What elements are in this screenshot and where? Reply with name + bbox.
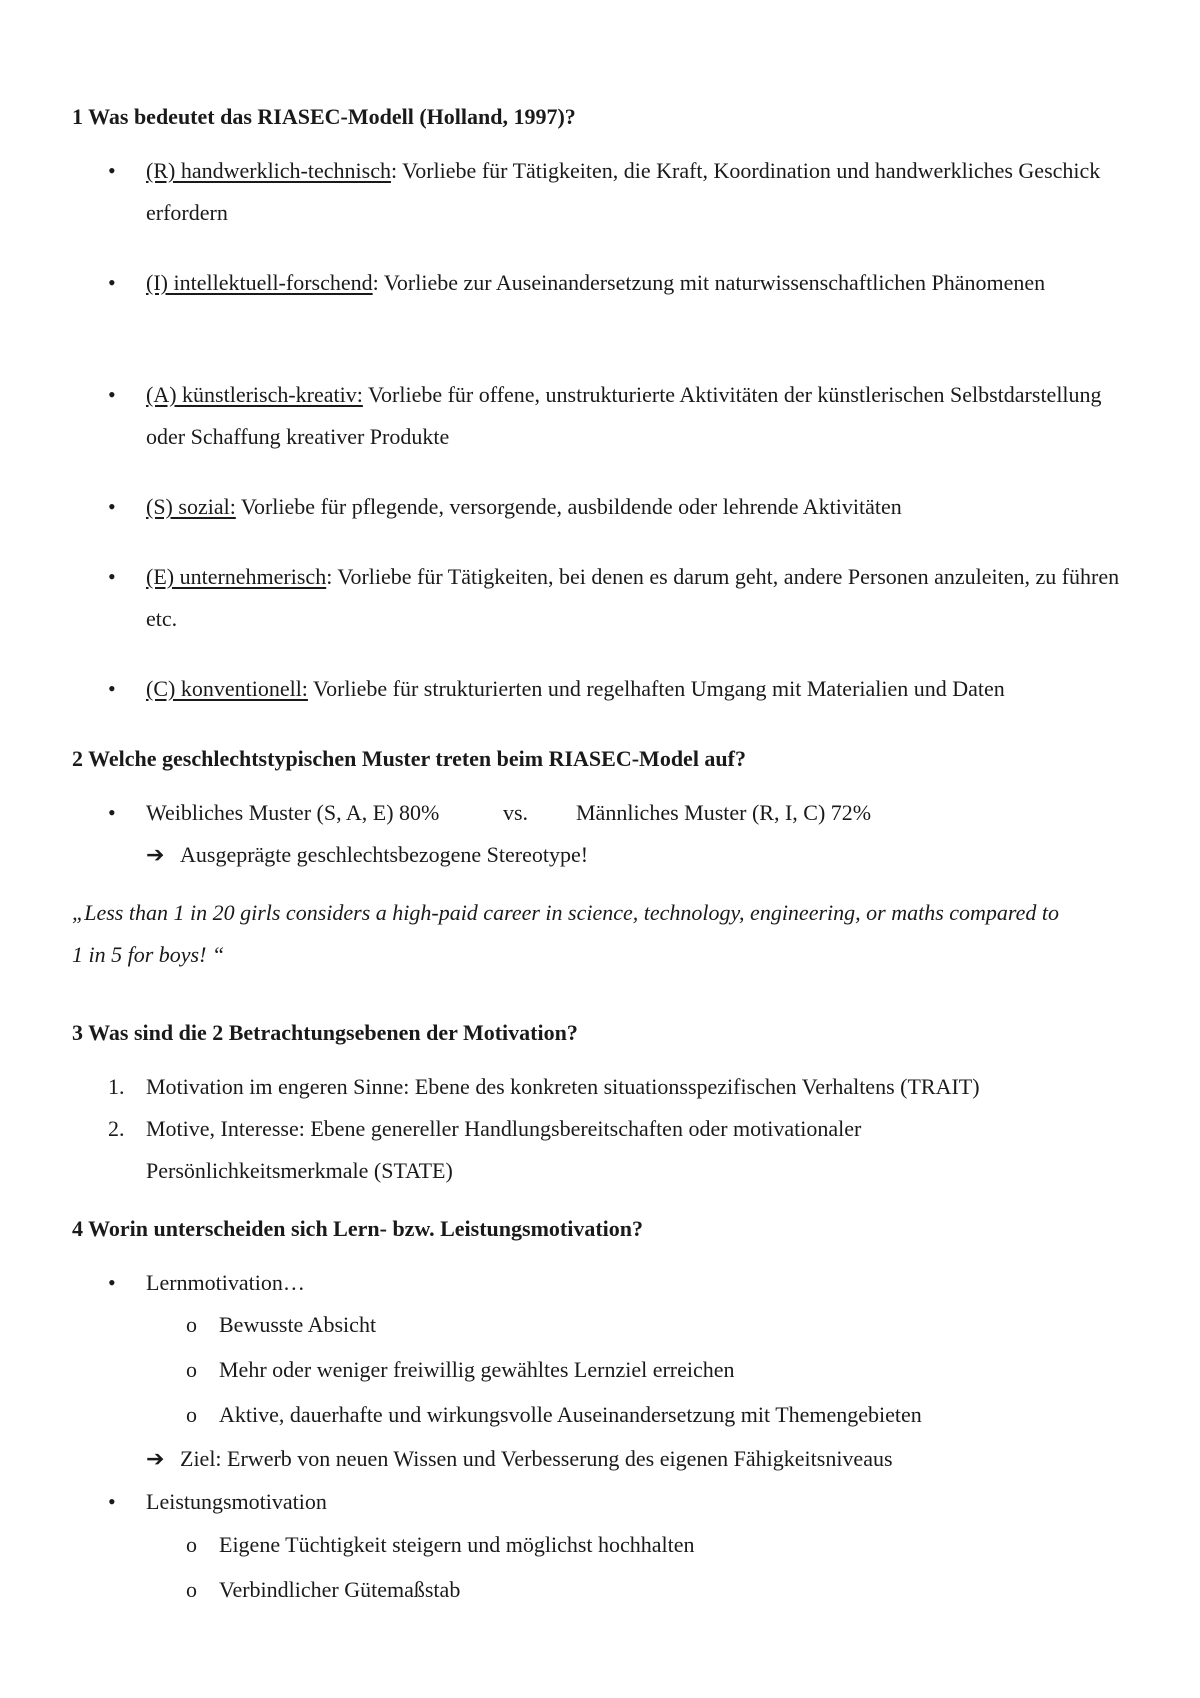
bullet: • [108, 564, 116, 589]
versus-label: vs. [503, 800, 529, 825]
bullet: • [108, 382, 116, 407]
section-4-heading: 4 Worin unterscheiden sich Lern- bzw. Leistungsmotivation? [72, 1216, 644, 1241]
section-3-heading: 3 Was sind die 2 Betrachtungsebenen der Motivation? [72, 1020, 578, 1045]
bullet: • [108, 676, 116, 701]
motivation-level-1: Motivation im engeren Sinne: Ebene des konkreten situationsspezifischen Verhaltens (TRAIT) [146, 1074, 980, 1099]
riasec-desc: Vorliebe für pflegende, versorgende, ausbildende oder lehrende Aktivitäten [235, 494, 902, 519]
leistungsmotivation-label: Leistungsmotivation [146, 1489, 327, 1514]
section-2-heading: 2 Welche geschlechtstypischen Muster treten beim RIASEC-Model auf? [72, 746, 746, 771]
riasec-item-s [146, 486, 1136, 528]
riasec-term: (R) handwerklich-technisch [146, 158, 391, 183]
riasec-desc: : Vorliebe für Tätigkeiten, bei denen es darum geht, andere Personen anzuleiten, zu führen etc. [146, 564, 1120, 631]
stereotype-conclusion: Ausgeprägte geschlechtsbezogene Stereotype! [180, 842, 589, 867]
bullet: • [108, 270, 116, 295]
riasec-desc: Vorliebe für offene, unstrukturierte Aktivitäten der künstlerischen Selbstdarstellung oder Schaffung kreativer Produkte [146, 382, 1102, 449]
bullet: • [108, 1489, 116, 1514]
sub-bullet: o [186, 1402, 197, 1427]
riasec-item-c [146, 668, 1136, 710]
riasec-term: (E) unternehmerisch [146, 564, 327, 589]
riasec-item-i [146, 262, 1136, 304]
arrow-icon: ➔ [146, 1446, 165, 1471]
sub-bullet: o [186, 1577, 197, 1602]
lern-sub-item: Aktive, dauerhafte und wirkungsvolle Auseinandersetzung mit Themengebieten [219, 1402, 922, 1427]
lern-sub-item: Bewusste Absicht [219, 1312, 377, 1337]
motivation-level-2: Motive, Interesse: Ebene genereller Handlungsbereitschaften oder motivationaler Persönlichkeitsmerkmale (STATE) [146, 1116, 862, 1183]
sub-bullet: o [186, 1532, 197, 1557]
quote: „Less than 1 in 20 girls considers a high-paid career in science, technology, engineering, or maths compared to 1 in 5 for boys! “ [72, 900, 1060, 967]
bullet: • [108, 158, 116, 183]
bullet: • [108, 800, 116, 825]
arrow-icon: ➔ [146, 842, 165, 867]
leistung-sub-item: Eigene Tüchtigkeit steigern und möglichst hochhalten [219, 1532, 695, 1557]
list-number: 1. [108, 1074, 125, 1099]
lernmotivation-label: Lernmotivation… [146, 1270, 305, 1295]
list-number: 2. [108, 1116, 125, 1141]
riasec-item-r [146, 150, 1136, 234]
male-pattern: Männliches Muster (R, I, C) 72% [576, 800, 872, 825]
riasec-term: (I) intellektuell-forschend [146, 270, 373, 295]
leistung-sub-item: Verbindlicher Gütemaßstab [219, 1577, 461, 1602]
lern-sub-item: Mehr oder weniger freiwillig gewähltes Lernziel erreichen [219, 1357, 735, 1382]
riasec-desc: : Vorliebe für Tätigkeiten, die Kraft, Koordination und handwerkliches Geschick erfordern [146, 158, 1101, 225]
riasec-desc: Vorliebe für strukturierten und regelhaften Umgang mit Materialien und Daten [307, 676, 1005, 701]
sub-bullet: o [186, 1312, 197, 1337]
bullet: • [108, 494, 116, 519]
riasec-desc: : Vorliebe zur Auseinandersetzung mit naturwissenschaftlichen Phänomenen [372, 270, 1046, 295]
lern-goal: Ziel: Erwerb von neuen Wissen und Verbesserung des eigenen Fähigkeitsniveaus [180, 1446, 893, 1471]
section-1-heading: 1 Was bedeutet das RIASEC-Modell (Holland, 1997)? [72, 104, 576, 129]
sub-bullet: o [186, 1357, 197, 1382]
riasec-item-e [146, 556, 1136, 640]
riasec-term: (C) konventionell: [146, 676, 308, 701]
riasec-term: (A) künstlerisch-kreativ: [146, 382, 363, 407]
riasec-item-a [146, 374, 1136, 458]
female-pattern: Weibliches Muster (S, A, E) 80% [146, 800, 440, 825]
bullet: • [108, 1270, 116, 1295]
riasec-term: (S) sozial: [146, 494, 236, 519]
